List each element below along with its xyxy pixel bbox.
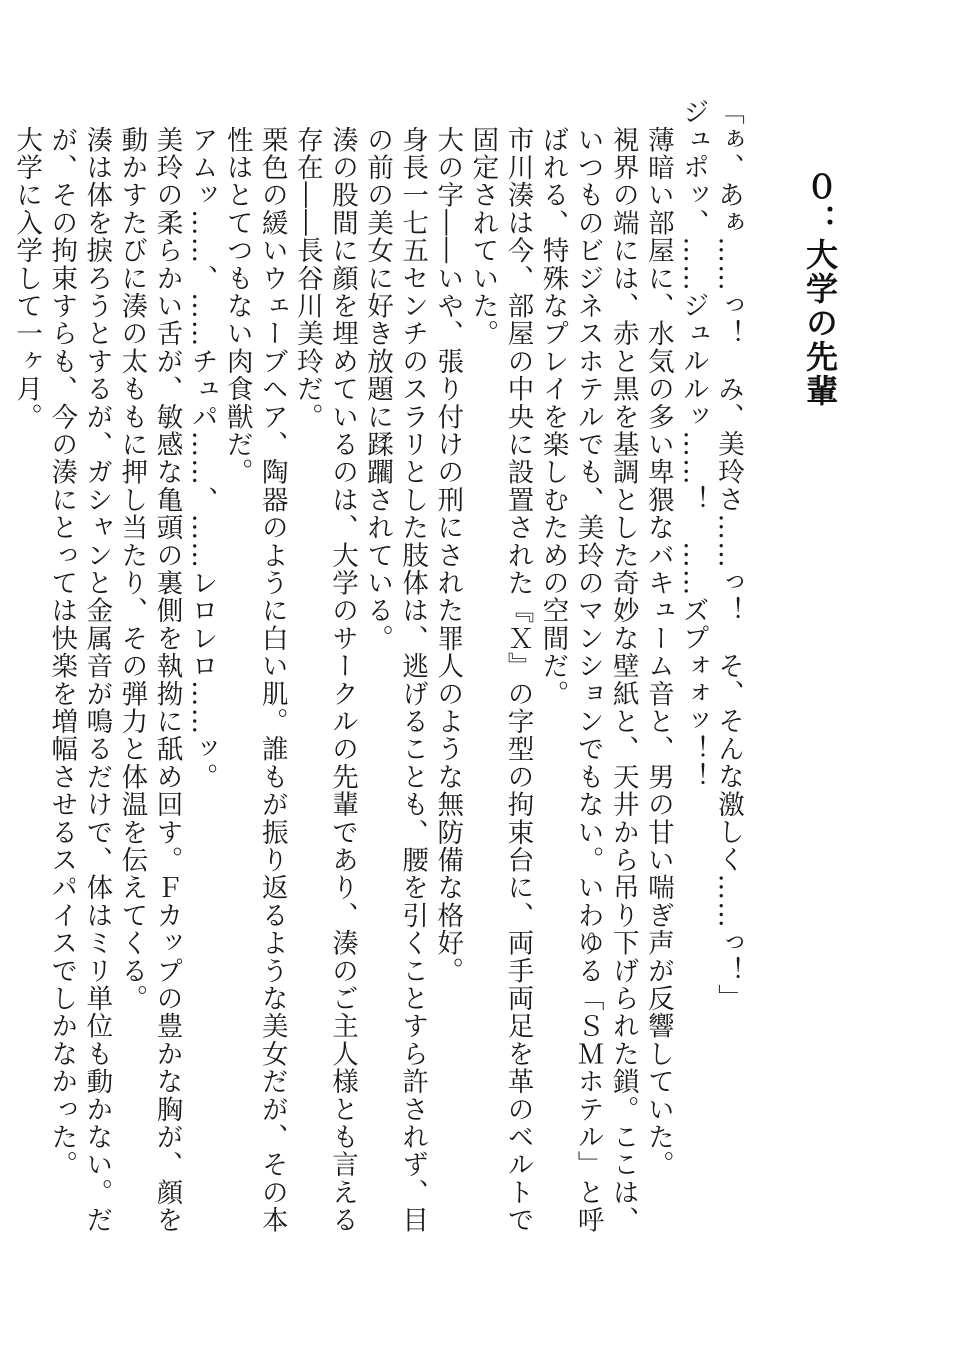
paragraph: 湊は体を捩ろうとするが、ガシャンと金属音が鳴るだけで、体はミリ単位も動かない。だが、その拘束すらも、今の湊にとっては快楽を増幅させるスパイスでしかなかった。: [46, 126, 113, 1234]
paragraph: 身長一七五センチのスラリとした肢体は、逃げることも、腰を引くことすら許されず、目の前の美女に好き放題に蹂躙されている。: [362, 126, 429, 1234]
paragraph: 栗色の緩いウェーブヘア、陶器のように白い肌。誰もが振り返るような美女だが、その本性はとてつもない肉食獣だ。: [221, 126, 288, 1234]
paragraph: 湊の股間に顔を埋めているのは、大学のサークルの先輩であり、湊のご主人様とも言える存在――長谷川美玲だ。: [291, 126, 358, 1234]
paragraph: 市川湊は今、部屋の中央に設置された『Ｘ』の字型の拘束台に、両手両足を革のベルトで固定されていた。: [467, 126, 534, 1234]
paragraph: アムッ……、……チュパ……、……レロレロ……ッ。: [186, 126, 218, 791]
paragraph: 大の字――いや、張り付けの刑にされた罪人のような無防備な格好。: [432, 126, 464, 985]
paragraph: 視界の端には、赤と黒を基調とした奇妙な壁紙と、天井から吊り下げられた鎖。ここは、いつものビジネスホテルでも、美玲のマンションでもない。いわゆる「ＳＭホテル」と呼ばれる、特殊なプレイを楽しむための空間だ。: [537, 126, 639, 1234]
chapter-title: ０：大学の先輩: [801, 170, 839, 408]
paragraph: ジュポッ、……ジュルルッ……！ ……ズプォォッ！！: [677, 98, 709, 791]
paragraph: 「ぁ、あぁ……っ！ み、美玲さ……っ！ そ、そんな激しく……っ！」: [713, 98, 744, 1013]
paragraph: 薄暗い部屋に、水気の多い卑猥なバキューム音と、男の甘い喘ぎ声が反響していた。: [642, 126, 674, 1179]
vertical-body-text: [9, 98, 746, 1258]
paragraph: 美玲の柔らかい舌が、敏感な亀頭の裏側を執拗に舐め回す。Ｆカップの豊かな胸が、顔を動かすたびに湊の太ももに押し当たり、その弾力と体温を伝えてくる。: [116, 126, 183, 1234]
paragraph: 大学に入学して一ヶ月。: [11, 126, 43, 431]
